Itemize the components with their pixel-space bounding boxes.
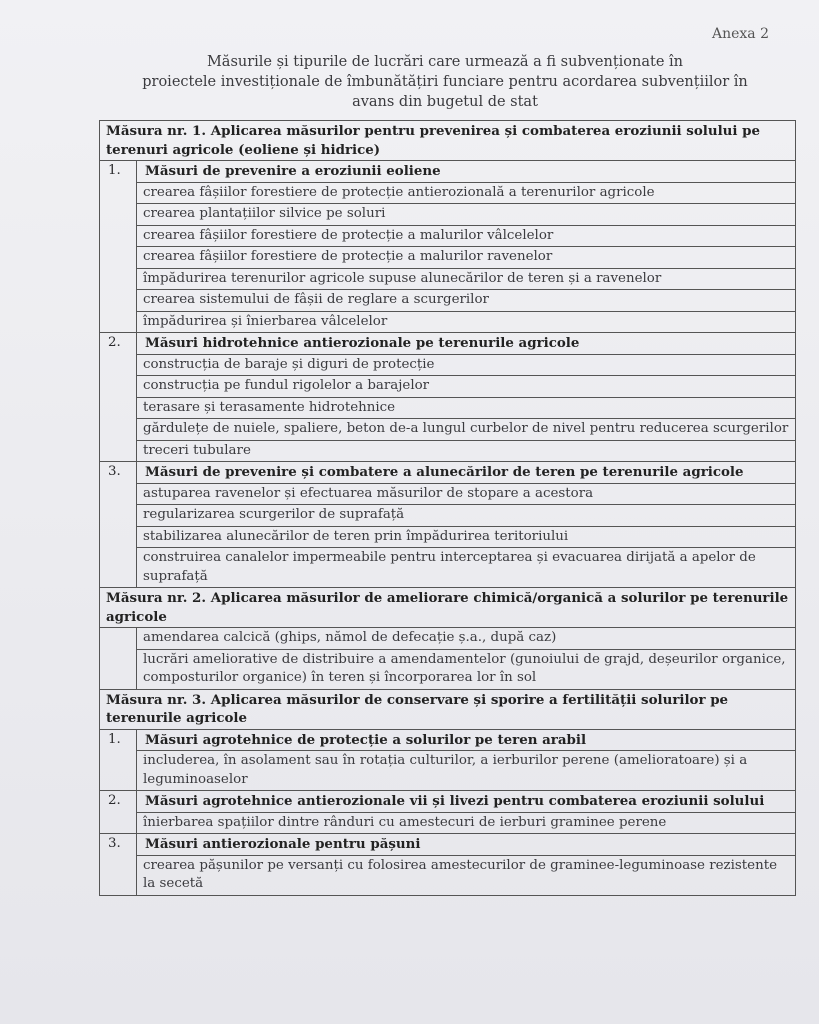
group-number: 3.: [100, 834, 137, 896]
section-row: [100, 689, 796, 729]
item-row: [100, 354, 796, 376]
measure-item: astuparea ravenelor și efectuarea măsurilor de stopare a acestora: [137, 483, 796, 505]
item-row: [100, 526, 796, 548]
title-line: Măsurile și tipurile de lucrări care urmează a fi subvenționate în: [206, 54, 684, 70]
item-row: [100, 548, 796, 588]
group-title: Măsuri de prevenire și combatere a alunecărilor de teren pe terenurile agricole: [137, 462, 796, 484]
document-title: [120, 52, 770, 112]
measure-item: împădurirea terenurilor agricole supuse alunecărilor de teren și a ravenelor: [137, 268, 796, 290]
title-line: avans din bugetul de stat: [352, 94, 538, 110]
measure-item: crearea sistemului de fâșii de reglare a scurgerilor: [137, 290, 796, 312]
section-row: [100, 121, 796, 161]
measure-item: gărdulețe de nuiele, spaliere, beton de-a lungul curbelor de nivel pentru reducerea scurgerilor: [137, 419, 796, 441]
item-row: [100, 440, 796, 462]
group-row: [100, 161, 796, 183]
item-row: [100, 751, 796, 791]
measures-table: [99, 120, 796, 896]
item-row: [100, 397, 796, 419]
group-number: 1.: [100, 161, 137, 333]
measure-item: terasare și terasamente hidrotehnice: [137, 397, 796, 419]
measure-item: construcția pe fundul rigolelor a barajelor: [137, 376, 796, 398]
group-row: [100, 333, 796, 355]
item-row: [100, 290, 796, 312]
annex-label: Anexa 2: [711, 26, 769, 42]
group-number: 3.: [100, 462, 137, 588]
group-row: [100, 729, 796, 751]
measure-item: crearea fâșiilor forestiere de protecție antierozională a terenurilor agricole: [137, 182, 796, 204]
group-row: [100, 834, 796, 856]
item-row: [100, 812, 796, 834]
group-row: [100, 791, 796, 813]
group-title: Măsuri antierozionale pentru pășuni: [137, 834, 796, 856]
measure-item: crearea plantațiilor silvice pe soluri: [137, 204, 796, 226]
item-row: [100, 311, 796, 333]
measure-item: lucrări ameliorative de distribuire a amendamentelor (gunoiului de grajd, deșeurilor organice, composturilor organice) în teren și încorporarea lor în sol: [137, 649, 796, 689]
group-number: [100, 628, 137, 690]
group-title: Măsuri agrotehnice de protecție a solurilor pe teren arabil: [137, 729, 796, 751]
section-title: Măsura nr. 1. Aplicarea măsurilor pentru prevenirea și combaterea eroziunii solului pe terenuri agricole (eoliene și hidrice): [100, 121, 796, 161]
item-row: [100, 505, 796, 527]
measure-item: stabilizarea alunecărilor de teren prin împădurirea teritoriului: [137, 526, 796, 548]
measure-item: crearea fâșiilor forestiere de protecție a malurilor ravenelor: [137, 247, 796, 269]
measure-item: înierbarea spațiilor dintre rânduri cu amestecuri de ierburi graminee perene: [137, 812, 796, 834]
item-row: [100, 225, 796, 247]
measure-item: treceri tubulare: [137, 440, 796, 462]
group-row: [100, 462, 796, 484]
measure-item: crearea fâșiilor forestiere de protecție a malurilor vâlcelelor: [137, 225, 796, 247]
measure-item: construirea canalelor impermeabile pentru interceptarea și evacuarea dirijată a apelor de suprafață: [137, 548, 796, 588]
section-title: Măsura nr. 3. Aplicarea măsurilor de conservare și sporire a fertilității solurilor pe terenurile agricole: [100, 689, 796, 729]
item-row: [100, 483, 796, 505]
measure-item: includerea, în asolament sau în rotația culturilor, a ierburilor perene (amelioratoare) și a leguminoaselor: [137, 751, 796, 791]
measure-item: regularizarea scurgerilor de suprafață: [137, 505, 796, 527]
measure-item: împădurirea și înierbarea vâlcelelor: [137, 311, 796, 333]
section-row: [100, 588, 796, 628]
title-line: proiectele investiționale de îmbunătățiri funciare pentru acordarea subvențiilor în: [142, 74, 748, 90]
group-title: Măsuri hidrotehnice antierozionale pe terenurile agricole: [137, 333, 796, 355]
group-number: 2.: [100, 333, 137, 462]
item-row: [100, 419, 796, 441]
section-title: Măsura nr. 2. Aplicarea măsurilor de ameliorare chimică/organică a solurilor pe terenurile agricole: [100, 588, 796, 628]
item-row: [100, 376, 796, 398]
measure-item: amendarea calcică (ghips, nămol de defecație ș.a., după caz): [137, 628, 796, 650]
item-row: [100, 649, 796, 689]
item-row: [100, 204, 796, 226]
group-title: Măsuri agrotehnice antierozionale vii și livezi pentru combaterea eroziunii solului: [137, 791, 796, 813]
measure-item: construcția de baraje și diguri de protecție: [137, 354, 796, 376]
item-row: [100, 855, 796, 895]
item-row: [100, 628, 796, 650]
group-number: 1.: [100, 729, 137, 791]
group-number: 2.: [100, 791, 137, 834]
group-title: Măsuri de prevenire a eroziunii eoliene: [137, 161, 796, 183]
item-row: [100, 247, 796, 269]
item-row: [100, 268, 796, 290]
measure-item: crearea pășunilor pe versanți cu folosirea amestecurilor de graminee-leguminoase rezistente la secetă: [137, 855, 796, 895]
item-row: [100, 182, 796, 204]
